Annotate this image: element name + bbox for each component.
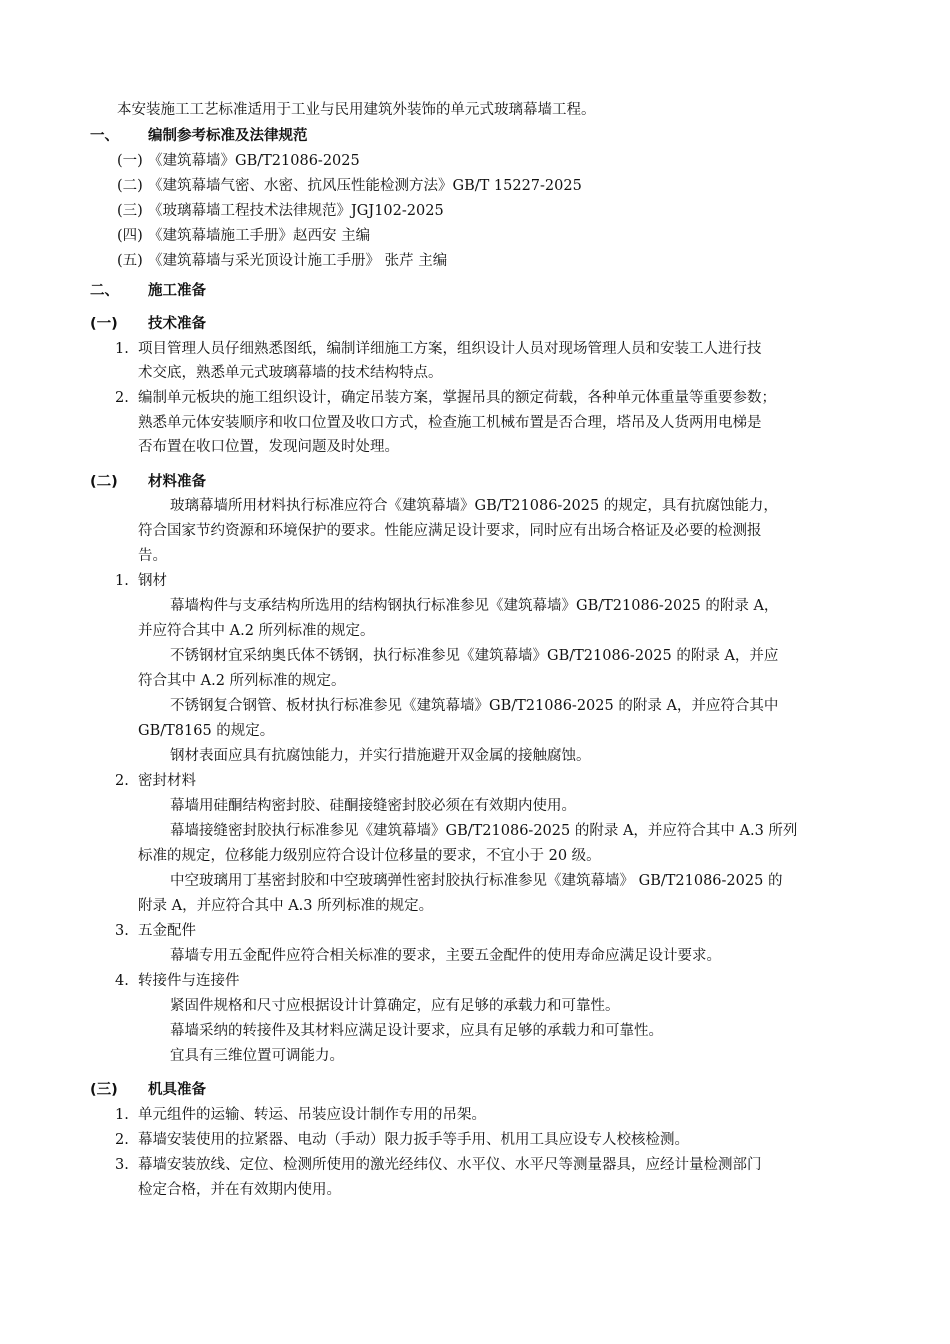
paragraph-line: 幕墙构件与支承结构所选用的结构钢执行标准参见《建筑幕墙》GB/T21086-2025 的附录 A， (170, 598, 779, 614)
paragraph-line: 并应符合其中 A.2 所列标准的规定。 (138, 623, 375, 639)
ref-item-number: (一) (117, 153, 143, 169)
list-number: 2. (115, 1132, 129, 1148)
list-text-line: 编制单元板块的施工组织设计，确定吊装方案，掌握吊具的额定荷载，各种单元体重量等重要参数； (138, 390, 776, 406)
paragraph-line: 幕墙专用五金配件应符合相关标准的要求，主要五金配件的使用寿命应满足设计要求。 (170, 948, 721, 964)
subsection-title: 技术准备 (148, 316, 206, 332)
section1-number-real: 一、 (90, 128, 119, 144)
list-number: 2. (115, 773, 129, 789)
list-number: 2. (115, 390, 129, 406)
paragraph-line: 钢材表面应具有抗腐蚀能力，并实行措施避开双金属的接触腐蚀。 (170, 748, 591, 764)
ref-item-text: 《建筑幕墙气密、水密、抗风压性能检测方法》GB/T 15227-2025 (148, 178, 582, 194)
paragraph-line: 附录 A，并应符合其中 A.3 所列标准的规定。 (138, 898, 434, 914)
paragraph-line: 符合其中 A.2 所列标准的规定。 (138, 673, 346, 689)
paragraph-line: 幕墙接缝密封胶执行标准参见《建筑幕墙》GB/T21086-2025 的附录 A，并应符合其中 A.3 所列 (170, 823, 798, 839)
list-text-line: 幕墙安装放线、定位、检测所使用的激光经纬仪、水平仪、水平尺等测量器具，应经计量检测部门 (138, 1157, 762, 1173)
intro-text: 本安装施工工艺标准适用于工业与民用建筑外装饰的单元式玻璃幕墙工程。 (117, 102, 596, 118)
paragraph-line: 玻璃幕墙所用材料执行标准应符合《建筑幕墙》GB/T21086-2025 的规定，具有抗腐蚀能力， (170, 498, 778, 514)
list-number: 3. (115, 923, 129, 939)
subsection-number: (二) (90, 474, 118, 490)
section1-title: 编制参考标准及法律规范 (148, 128, 308, 144)
list-number: 1. (115, 1107, 129, 1123)
paragraph-line: 中空玻璃用丁基密封胶和中空玻璃弹性密封胶执行标准参见《建筑幕墙》 GB/T21086-2025 的 (170, 873, 783, 889)
list-title: 密封材料 (138, 773, 196, 789)
list-text-line: 检定合格，并在有效期内使用。 (138, 1182, 341, 1198)
list-text-line: 幕墙安装使用的拉紧器、电动（手动）限力扳手等手用、机用工具应设专人校核检测。 (138, 1132, 689, 1148)
ref-item-number: (四) (117, 228, 143, 244)
paragraph-line: 宜具有三维位置可调能力。 (170, 1048, 344, 1064)
paragraph-line: 紧固件规格和尺寸应根据设计计算确定，应有足够的承载力和可靠性。 (170, 998, 620, 1014)
paragraph-line: 符合国家节约资源和环境保护的要求。性能应满足设计要求，同时应有出场合格证及必要的检测报 (138, 523, 762, 539)
list-text-line: 单元组件的运输、转运、吊装应设计制作专用的吊架。 (138, 1107, 486, 1123)
paragraph-line: 幕墙用硅酮结构密封胶、硅酮接缝密封胶必须在有效期内使用。 (170, 798, 576, 814)
list-number: 1. (115, 341, 129, 357)
list-text-line: 项目管理人员仔细熟悉图纸，编制详细施工方案，组织设计人员对现场管理人员和安装工人进行技 (138, 341, 762, 357)
list-number: 3. (115, 1157, 129, 1173)
subsection-title: 机具准备 (148, 1082, 206, 1098)
list-title: 钢材 (138, 573, 167, 589)
ref-item-number: (五) (117, 253, 143, 269)
list-title: 转接件与连接件 (138, 973, 240, 989)
list-title: 五金配件 (138, 923, 196, 939)
list-text-line: 熟悉单元体安装顺序和收口位置及收口方式，检查施工机械布置是否合理，塔吊及人货两用电梯是 (138, 415, 762, 431)
paragraph-line: 不锈钢材宜采纳奥氏体不锈钢，执行标准参见《建筑幕墙》GB/T21086-2025 的附录 A，并应 (170, 648, 779, 664)
section2-title: 施工准备 (148, 283, 206, 299)
ref-item-number: (三) (117, 203, 143, 219)
ref-item-text: 《建筑幕墙施工手册》赵西安 主编 (148, 228, 371, 244)
list-number: 4. (115, 973, 129, 989)
subsection-title: 材料准备 (148, 474, 206, 490)
list-number: 1. (115, 573, 129, 589)
list-text-line: 术交底，熟悉单元式玻璃幕墙的技术结构特点。 (138, 365, 443, 381)
subsection-number: (三) (90, 1082, 118, 1098)
ref-item-text: 《建筑幕墙与采光顶设计施工手册》 张芹 主编 (148, 253, 448, 269)
list-text-line: 否布置在收口位置，发现问题及时处理。 (138, 439, 399, 455)
paragraph-line: 不锈钢复合钢管、板材执行标准参见《建筑幕墙》GB/T21086-2025 的附录 A，并应符合其中 (170, 698, 779, 714)
ref-item-number: (二) (117, 178, 143, 194)
ref-item-text: 《玻璃幕墙工程技术法律规范》JGJ102-2025 (148, 203, 444, 219)
paragraph-line: 告。 (138, 548, 167, 564)
paragraph-line: GB/T8165 的规定。 (138, 723, 275, 739)
paragraph-line: 幕墙采纳的转接件及其材料应满足设计要求，应具有足够的承载力和可靠性。 (170, 1023, 663, 1039)
paragraph-line: 标准的规定，位移能力级别应符合设计位移量的要求，不宜小于 20 级。 (138, 848, 601, 864)
section2-number: 二、 (90, 283, 119, 299)
ref-item-text: 《建筑幕墙》GB/T21086-2025 (148, 153, 360, 169)
subsection-number: (一) (90, 316, 118, 332)
